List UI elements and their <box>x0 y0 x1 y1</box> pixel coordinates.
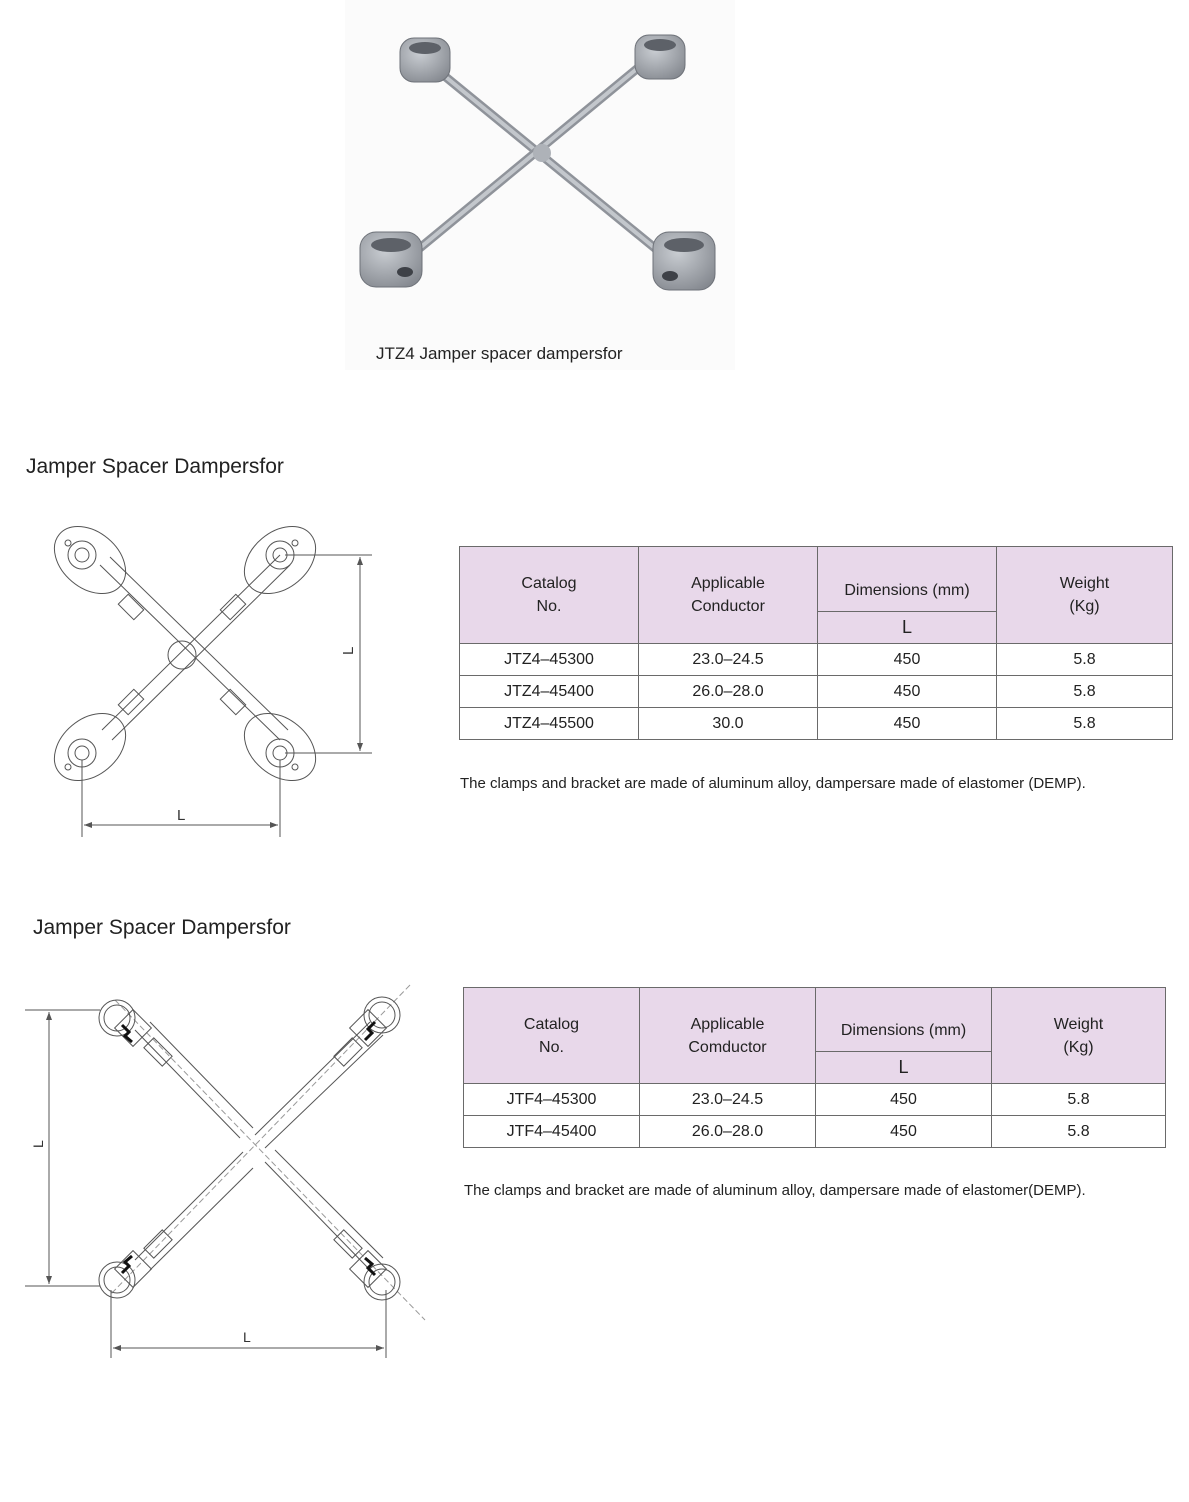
table-row <box>464 1116 1166 1148</box>
cell-weight: 5.8 <box>992 1116 1166 1148</box>
header-dim-l: L <box>816 1052 992 1084</box>
spacer-damper-photo <box>345 0 735 370</box>
section-title-2: Jamper Spacer Dampersfor <box>33 916 291 939</box>
header-conductor: Applicable Conductor <box>639 547 818 644</box>
cell-weight: 5.8 <box>997 676 1173 708</box>
technical-drawing-jtz4 <box>30 515 390 845</box>
table-row <box>460 708 1173 740</box>
cell-conductor: 30.0 <box>639 708 818 740</box>
cell-conductor: 23.0–24.5 <box>640 1084 816 1116</box>
cell-catalog: JTZ4–45300 <box>460 644 639 676</box>
clamp-top-left <box>400 38 450 82</box>
header-conductor: Applicable Comductor <box>640 988 816 1084</box>
dim-label-horizontal: L <box>243 1329 251 1345</box>
header-catalog: Catalog No. <box>464 988 640 1084</box>
cell-conductor: 26.0–28.0 <box>639 676 818 708</box>
header-catalog: Catalog No. <box>460 547 639 644</box>
cell-length: 450 <box>816 1116 992 1148</box>
cell-length: 450 <box>818 644 997 676</box>
header-weight: Weight (Kg) <box>997 547 1173 644</box>
clamp-top-right <box>635 35 685 79</box>
section-title-1: Jamper Spacer Dampersfor <box>26 455 284 478</box>
cell-weight: 5.8 <box>997 708 1173 740</box>
clamp-bottom-right <box>653 232 715 290</box>
cell-catalog: JTZ4–45500 <box>460 708 639 740</box>
dim-label-horizontal: L <box>177 807 186 824</box>
clamp-bottom-left <box>360 232 422 287</box>
table-row <box>464 1084 1166 1116</box>
dim-label-vertical: L <box>30 1140 46 1148</box>
table-row <box>460 644 1173 676</box>
photo-caption: JTZ4 Jamper spacer dampersfor <box>376 344 623 363</box>
cell-weight: 5.8 <box>992 1084 1166 1116</box>
cell-conductor: 23.0–24.5 <box>639 644 818 676</box>
cell-length: 450 <box>818 708 997 740</box>
spec-table-jtz4 <box>459 546 1173 740</box>
product-photo <box>345 0 735 370</box>
cell-catalog: JTZ4–45400 <box>460 676 639 708</box>
cell-length: 450 <box>818 676 997 708</box>
header-dim-l: L <box>818 612 997 644</box>
table-row <box>460 676 1173 708</box>
cell-catalog: JTF4–45300 <box>464 1084 640 1116</box>
technical-drawing-jtf4 <box>25 980 435 1365</box>
cell-catalog: JTF4–45400 <box>464 1116 640 1148</box>
cell-weight: 5.8 <box>997 644 1173 676</box>
dim-label-vertical: L <box>340 646 357 655</box>
material-note-2: The clamps and bracket are made of aluminum alloy, dampersare made of elastomer(DEMP). <box>464 1182 1086 1199</box>
material-note-1: The clamps and bracket are made of aluminum alloy, dampersare made of elastomer (DEMP). <box>460 775 1086 792</box>
header-dimensions: Dimensions (mm) <box>818 547 997 612</box>
header-dimensions: Dimensions (mm) <box>816 988 992 1052</box>
spec-table-jtf4 <box>463 987 1166 1148</box>
cell-length: 450 <box>816 1084 992 1116</box>
cell-conductor: 26.0–28.0 <box>640 1116 816 1148</box>
header-weight: Weight (Kg) <box>992 988 1166 1084</box>
